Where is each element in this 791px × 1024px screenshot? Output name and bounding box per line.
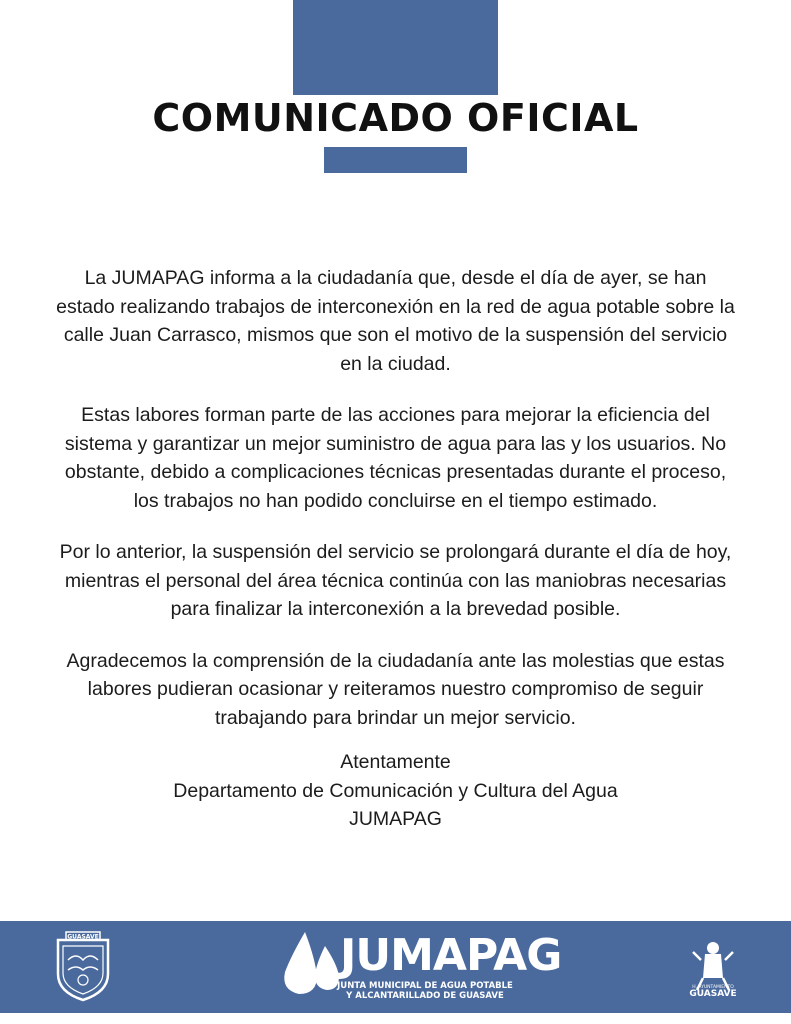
signature-block — [0, 748, 791, 834]
logo-subtitle — [330, 981, 520, 1001]
logo-name: JUMAPAG — [340, 930, 562, 981]
right-seal-caption: H. AYUNTAMIENTO — [692, 985, 734, 990]
paragraph-4: Agradecemos la comprensión de la ciudadanía ante las molestias que estas labores pudieran ocasionar y reiteramos nuestro compromiso de seguir trabajando para brindar un mejor servicio. — [66, 649, 725, 729]
communique-body — [55, 264, 736, 755]
logo-subtitle-line-2: Y ALCANTARILLADO DE GUASAVE — [346, 991, 504, 1001]
guasave-coat-of-arms-icon — [52, 930, 114, 1002]
top-accent-bar — [293, 0, 498, 95]
signature-department: Departamento de Comunicación y Cultura del Agua — [173, 779, 618, 802]
logo-subtitle-line-1: JUNTA MUNICIPAL DE AGUA POTABLE — [337, 981, 513, 991]
paragraph-2: Estas labores forman parte de las acciones para mejorar la eficiencia del sistema y garantizar un mejor suministro de agua para las y los usuarios. No obstante, debido a complicaciones técnicas presentadas durante el proceso, los trabajos no han podido concluirse en el tiempo estimado. — [64, 404, 727, 512]
right-seal-name: GUASAVE — [689, 989, 737, 999]
left-seal-label: GUASAVE — [67, 933, 99, 941]
page-title: COMUNICADO OFICIAL — [152, 96, 639, 140]
title-underline-bar — [324, 147, 467, 173]
signature-organization: JUMAPAG — [349, 808, 442, 830]
signature-closing: Atentamente — [340, 751, 451, 773]
paragraph-1: La JUMAPAG informa a la ciudadanía que, desde el día de ayer, se han estado realizando trabajos de interconexión en la red de agua potable sobre la calle Juan Carrasco, mismos que son el motivo de la suspensión del servicio en la ciudad. — [56, 267, 735, 375]
bottom-margin — [0, 1013, 791, 1024]
paragraph-3: Por lo anterior, la suspensión del servicio se prolongará durante el día de hoy, mientras el personal del área técnica continúa con las maniobras necesarias para finalizar la interconexión a la brevedad posible. — [59, 541, 732, 620]
